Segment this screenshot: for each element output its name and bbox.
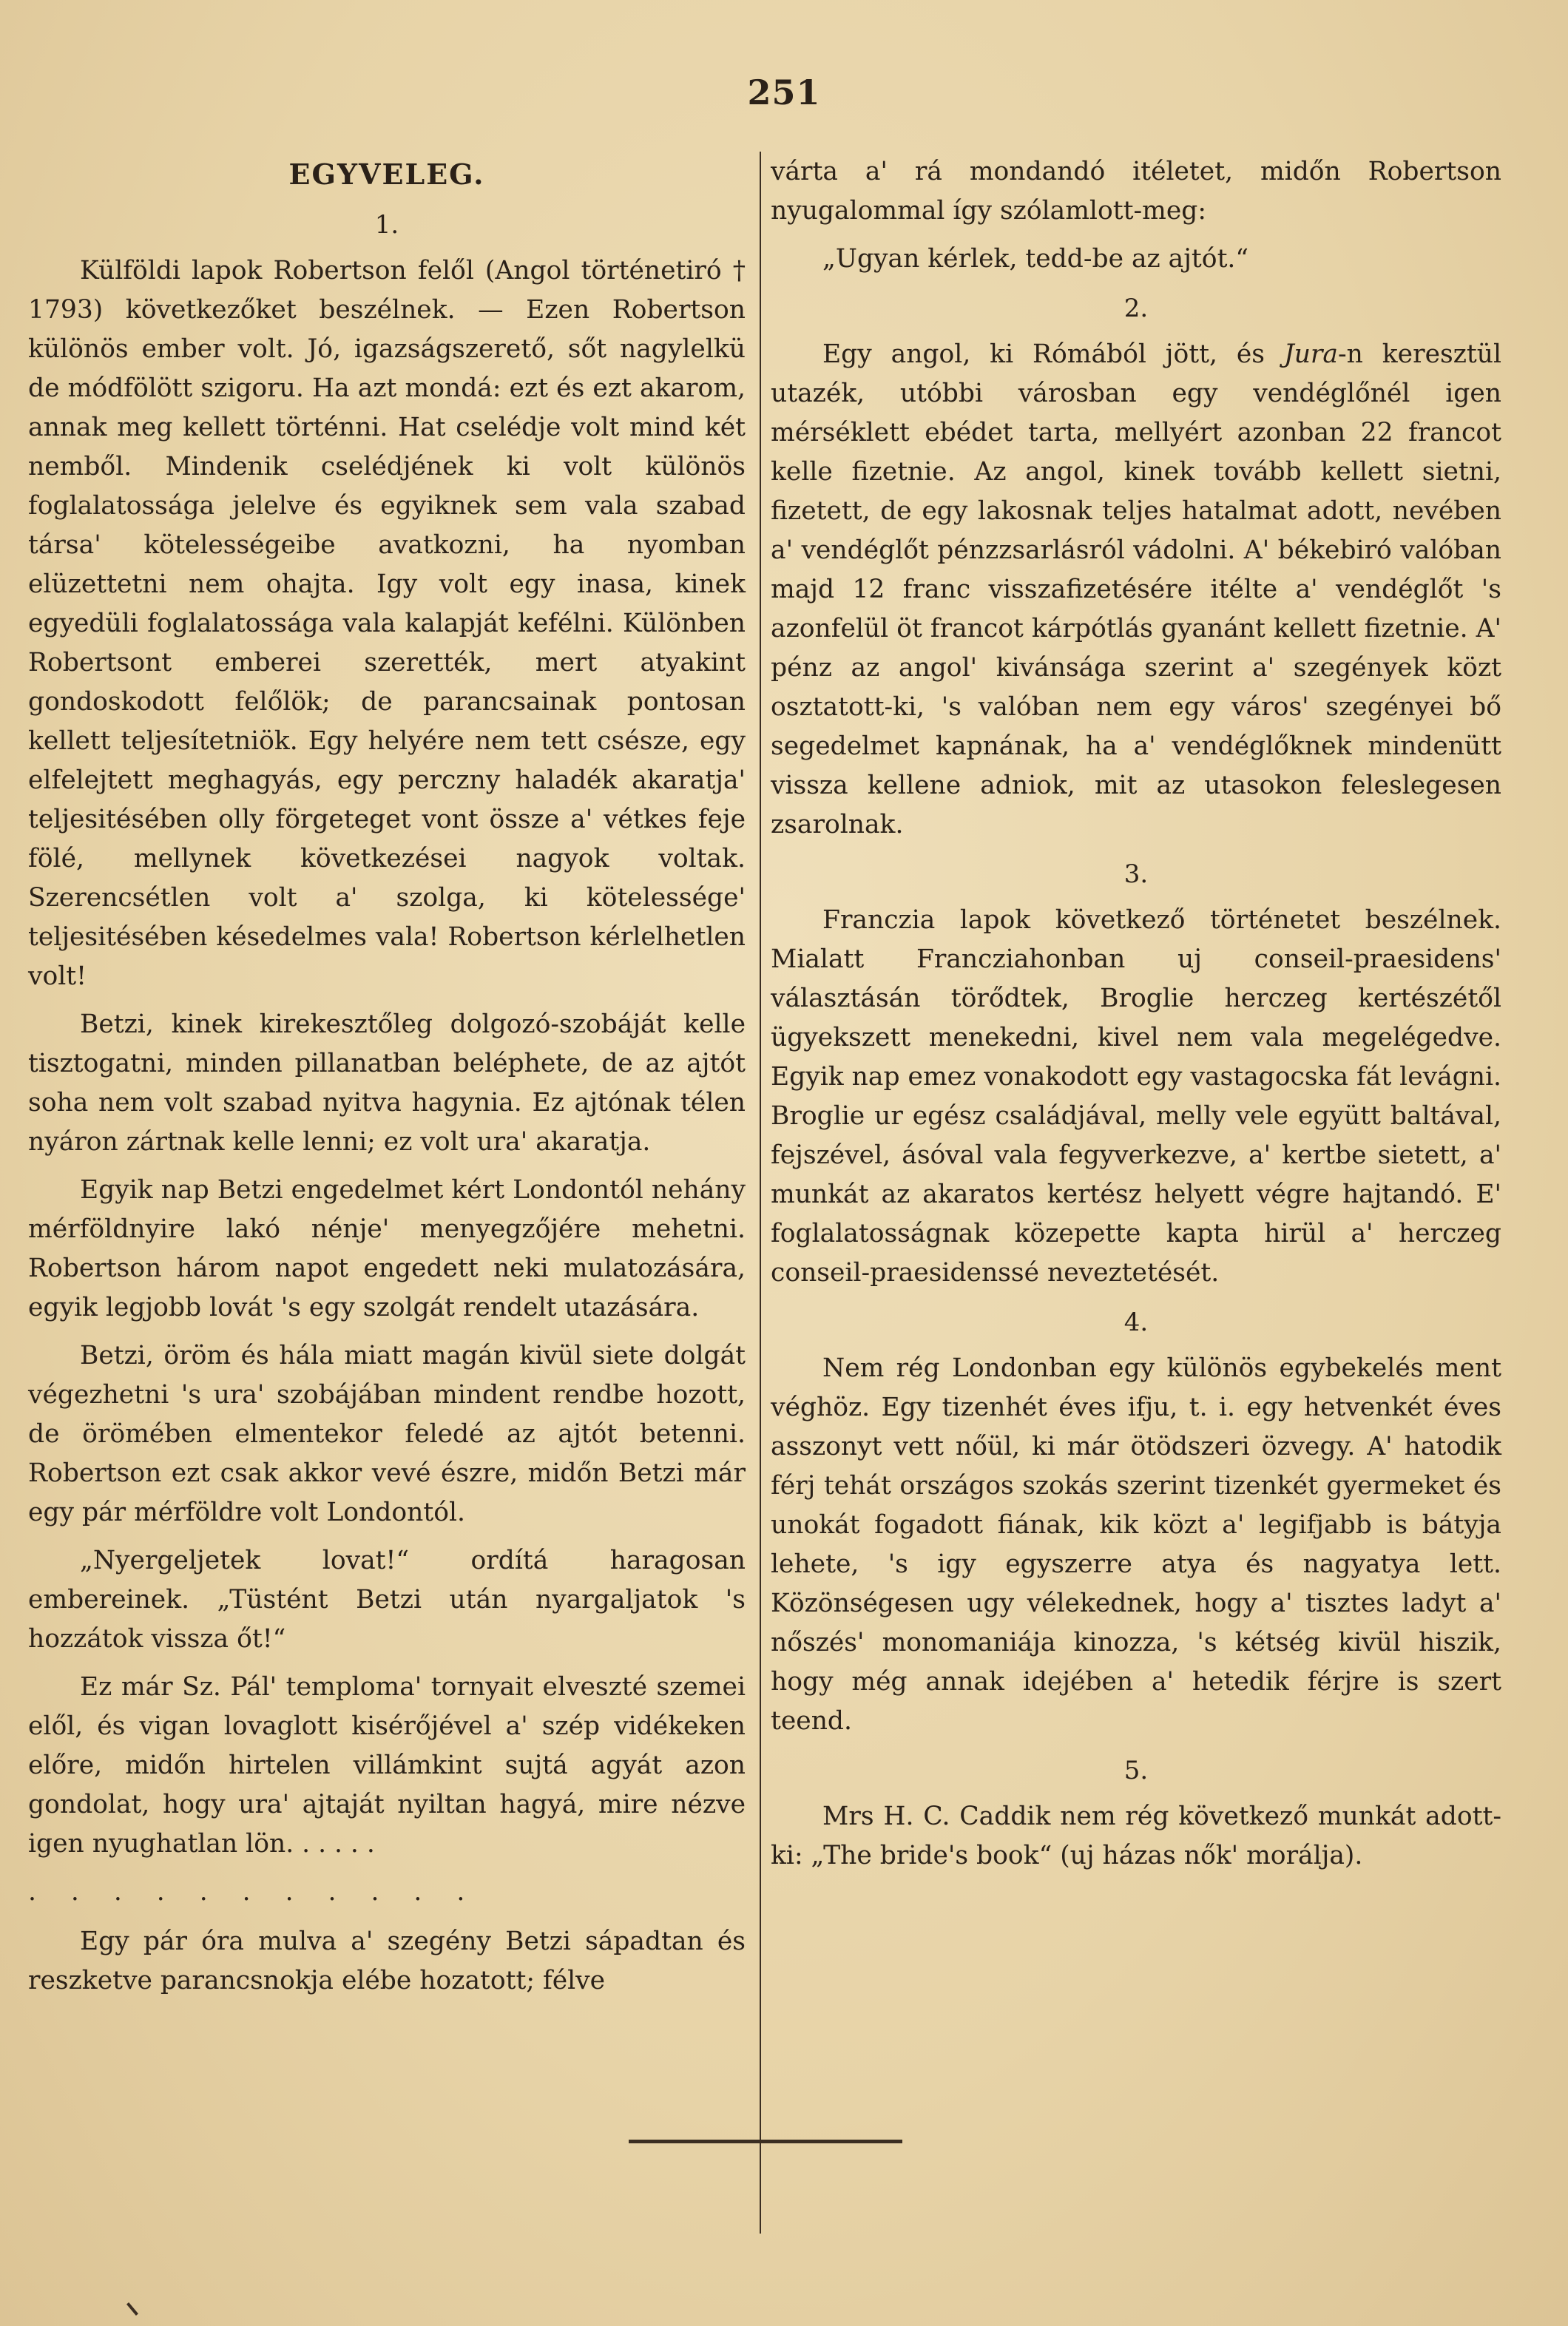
page-number: 251 <box>747 72 821 112</box>
section-heading: EGYVELEG. <box>288 158 485 191</box>
paragraph-betzi-leave: Egyik nap Betzi engedelmet kért Londontól nehány mérföldnyire lakó nénje' menyegzőjére mehetni. Robertson három napot engedett neki mulatozására, egyik legjobb lovát 's egy szolgát rendelt utazására. <box>28 1175 746 1322</box>
section-number-1: 1. <box>374 210 399 240</box>
section-number-2: 2. <box>1123 294 1149 323</box>
paragraph-englishman-text-a: Egy angol, ki Rómából jött, és <box>822 339 1284 369</box>
section-number-5: 5. <box>1123 1756 1149 1785</box>
right-column <box>771 152 1501 1884</box>
paragraph-continuation: várta a' rá mondandó itéletet, midőn Robertson nyugalommal így szólamlott-meg: <box>771 157 1501 226</box>
left-column <box>28 154 746 2009</box>
paragraph-englishman-text-b: -n keresztül utazék, utóbbi városban egy vendéglőnél igen mérséklett ebédet tarta, mellyért azonban 22 francot kelle fizetnie. Az angol, kinek tovább kellett sietni, fizetett, de egy lakosnak teljes hatalmat adott, nevében a' vendéglőt pénzzsarlásról vádolni. A' békebiró valóban majd 12 franc visszafizetésére itélte a' vendéglőt 's azonfelül öt francot kárpótlás gyanánt kellett fizetnie. A' pénz az angol' kivánsága szerint a' szegények közt osztatott-ki, 's valóban nem egy város' szegényei bő segedelmet kapnának, ha a' vendéglőknek mindenütt vissza kellene adniok, mit az utasokon feleslegesen zsarolnak. <box>771 339 1501 839</box>
paragraph-betzi-return: Egy pár óra mulva a' szegény Betzi sápadtan és reszketve parancsnokja elébe hozatott; félve <box>28 1927 746 1995</box>
paragraph-betzi-ride: Ez már Sz. Pál' temploma' tornyait elveszté szemei elől, és vigan lovaglott kisérőjével a' szép vidékeken előre, midőn hirtelen villámkint sujtá agyát azon gondolat, hogy ura' ajtaját nyiltan hagyá, mire nézve igen nyughatlan lön. . . . . . <box>28 1672 746 1859</box>
paragraph-robertson-order: „Nyergeljetek lovat!“ ordítá haragosan embereinek. „Tüstént Betzi után nyargaljatok 's hozzátok vissza őt!“ <box>28 1546 746 1654</box>
paragraph-brides-book: Mrs H. C. Caddik nem rég következő munkát adott-ki: „The bride's book“ (uj házas nők' morálja). <box>771 1802 1501 1870</box>
place-name-jura: Jura <box>1283 339 1338 369</box>
ellipsis-line: . . . . . . . . . . . <box>28 1877 479 1907</box>
paragraph-broglie: Franczia lapok következő történetet beszélnek. Mialatt Francziahonban uj conseil-praesidens' választásán törődtek, Broglie herczeg kertészétől ügyekszett menekedni, kivel nem vala megelégedve. Egyik nap emez vonakodott egy vastagocska fát levágni. Broglie ur egész családjával, melly vele együtt baltával, fejszével, ásóval vala fegyverkezve, a' kertbe sietett, a' munkát az akaratos kertész helyett végre hajtandó. E' foglalatosságnak közepette kapta hirül a' herczeg conseil-praesidenssé neveztetését. <box>771 905 1501 1288</box>
stray-ink-mark <box>126 2302 138 2316</box>
paragraph-betzi-duty: Betzi, kinek kirekesztőleg dolgozó-szobáját kelle tisztogatni, minden pillanatban beléphete, de az ajtót soha nem volt szabad nyitva hagynia. Ez ajtónak télen nyáron zártnak kelle lenni; ez volt ura' akaratja. <box>28 1010 746 1157</box>
section-number-4: 4. <box>1123 1308 1149 1337</box>
paragraph-robertson-intro: Külföldi lapok Robertson felől (Angol történetiró † 1793) következőket beszélnek. — Ezen Robertson különös ember volt. Jó, igazságszerető, sőt nagylelkü de módfölött szigoru. Ha azt mondá: ezt és ezt akarom, annak meg kellett történni. Hat cselédje volt mind két nemből. Mindenik cselédjének ki volt különös foglalatossága jelelve és egyiknek sem vala szabad társa' kötelességeibe avatkozni, ha nyomban elüzettetni nem ohajta. Igy volt egy inasa, kinek egyedüli foglalatossága vala kalapját kefélni. Különben Robertsont emberei szerették, mert atyakint gondoskodott felőlök; de parancsainak pontosan kellett teljesítetniök. Egy helyére nem tett csésze, egy elfelejtett meghagyás, egy perczny haladék akaratja' teljesitésében olly förgeteget vont össze a' vétkes feje fölé, mellynek következései nagyok voltak. Szerencsétlen volt a' szolga, ki kötelessége' teljesitésében késedelmes vala! Robertson kérlelhetlen volt! <box>28 256 746 991</box>
end-rule <box>629 2140 902 2143</box>
column-divider <box>760 152 761 2234</box>
paragraph-london-marriage: Nem rég Londonban egy különös egybekelés ment véghöz. Egy tizenhét éves ifju, t. i. egy hetvenkét éves asszonyt vett nőül, ki már ötödszeri özvegy. A' hatodik férj tehát országos szokás szerint tizenkét gyermeket és unokát fogadott fiának, kik közt a' legifjabb is bátyja lehete, 's igy egyszerre atya és nagyatya lett. Közönségesen ugy vélekednek, hogy a' tisztes ladyt a' nőszés' monomaniája kinozza, 's kétség kivül hiszik, hogy még annak idejében a' hetedik férjre is szert teend. <box>771 1353 1501 1736</box>
section-number-3: 3. <box>1123 859 1149 889</box>
paragraph-englishman <box>771 335 1501 845</box>
paragraph-door-quote: „Ugyan kérlek, tedd-be az ajtót.“ <box>822 244 1249 274</box>
paragraph-betzi-departure: Betzi, öröm és hála miatt magán kivül siete dolgát végezhetni 's ura' szobájában mindent rendbe hozott, de örömében elmentekor feledé az ajtót betenni. Robertson ezt csak akkor vevé észre, midőn Betzi már egy pár mérföldre volt Londontól. <box>28 1341 746 1527</box>
